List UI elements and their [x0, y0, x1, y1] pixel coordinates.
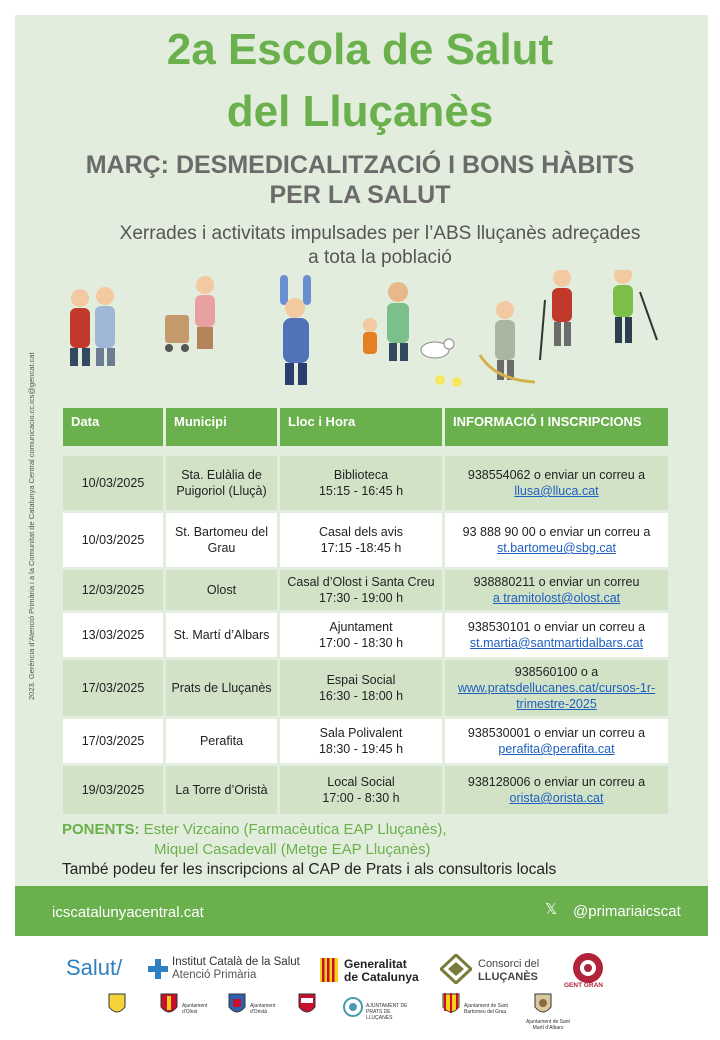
- table-row: [63, 513, 668, 567]
- row-date: 17/03/2025: [63, 660, 163, 716]
- prats-text: AJUNTAMENT DE PRATS DE LLUÇANÈS: [366, 1003, 408, 1021]
- row-municipi: Sta. Eulàlia de Puigoriol (Lluçà): [166, 456, 277, 510]
- row-info: 938554062 o enviar un correu a llusa@lluca.cat: [445, 456, 668, 510]
- generalitat-flag-icon: [320, 958, 338, 982]
- people-illustration: [45, 270, 685, 400]
- row-date: 17/03/2025: [63, 719, 163, 763]
- email-link[interactable]: a tramitolost@olost.cat: [492, 591, 621, 605]
- consorci-logo-text: Consorci del LLUÇANÈS: [478, 958, 540, 983]
- row-lloc-hora: Ajuntament 17:00 - 18:30 h: [280, 613, 442, 657]
- inscriptions-note: També podeu fer les inscripcions al CAP de Prats i als consultoris locals: [62, 861, 557, 878]
- side-credit: 2023. Gerència d'Atenció Primària i a la Comunitat de Catalunya Central comunicacio.cc.ics@gencat.cat: [27, 352, 36, 700]
- subtitle-line-1: MARÇ: DESMEDICALITZACIÓ I BONS HÀBITS: [85, 151, 635, 179]
- gent-gran-text: GENT GRAN: [564, 982, 603, 989]
- intro-line-2: a tota la població: [308, 247, 452, 268]
- ponent-1: Ester Vizcaino (Farmacèutica EAP Lluçanès),: [139, 821, 447, 838]
- row-info: 93 888 90 00 o enviar un correu a st.bartomeu@sbg.cat: [445, 513, 668, 567]
- sbg-shield-icon: [442, 993, 460, 1017]
- column-header-info: INFORMACIÓ I INSCRIPCIONS: [445, 408, 668, 446]
- column-header-lloc: Lloc i Hora: [280, 408, 442, 446]
- table-row: [63, 719, 668, 763]
- page-title: [0, 26, 720, 136]
- row-date: 19/03/2025: [63, 766, 163, 814]
- row-municipi: St. Bartomeu del Grau: [166, 513, 277, 567]
- website-link[interactable]: icscatalunyacentral.cat: [52, 904, 204, 921]
- row-lloc-hora: Espai Social 16:30 - 18:00 h: [280, 660, 442, 716]
- intro-text: [60, 222, 700, 270]
- row-date: 10/03/2025: [63, 456, 163, 510]
- row-lloc-hora: Casal dels avis 17:15 -18:45 h: [280, 513, 442, 567]
- title-line-1: 2a Escola de Salut: [166, 25, 554, 74]
- row-date: 10/03/2025: [63, 513, 163, 567]
- table-row: [63, 766, 668, 814]
- woman-child-dog-figure: [363, 282, 454, 361]
- x-icon: 𝕏: [545, 901, 558, 918]
- row-municipi: Olost: [166, 570, 277, 610]
- title-line-2: del Lluçanès: [226, 87, 494, 136]
- row-date: 13/03/2025: [63, 613, 163, 657]
- row-info: 938560100 o a www.pratsdellucanes.cat/cursos-1r- trimestre-2025: [445, 660, 668, 716]
- walking-couple-figure: [70, 287, 115, 366]
- intro-line-1: Xerrades i activitats impulsades per l’ABS lluçanès adreçades: [119, 223, 641, 244]
- olost-text: Ajuntament d'Olost: [182, 1003, 208, 1015]
- row-info: 938530001 o enviar un correu a perafita@perafita.cat: [445, 719, 668, 763]
- salut-logo: Salut/: [66, 955, 123, 980]
- table-row: [63, 613, 668, 657]
- row-municipi: Perafita: [166, 719, 277, 763]
- row-info: 938128006 o enviar un correu a orista@orista.cat: [445, 766, 668, 814]
- table-row: [63, 660, 668, 716]
- row-lloc-hora: Sala Polivalent 18:30 - 19:45 h: [280, 719, 442, 763]
- generalitat-logo-text: Generalitat de Catalunya: [344, 957, 419, 984]
- subtitle-line-2: PER LA SALUT: [269, 181, 451, 209]
- sma-shield-icon: [534, 993, 552, 1017]
- table-row: [63, 456, 668, 510]
- row-info: 938530101 o enviar un correu a st.martia@santmartidalbars.cat: [445, 613, 668, 657]
- lluca-shield-icon: [108, 993, 126, 1017]
- email-link[interactable]: st.bartomeu@sbg.cat: [497, 541, 616, 555]
- olost-shield-icon: [160, 993, 178, 1017]
- prats-logo-icon: [343, 997, 363, 1017]
- row-municipi: St. Martí d’Albars: [166, 613, 277, 657]
- email-link[interactable]: llusa@lluca.cat: [514, 484, 599, 498]
- logos-row-2: [0, 993, 720, 1033]
- footer-bar: [15, 886, 708, 936]
- column-header-date: Data: [63, 408, 163, 446]
- sma-text: Ajuntament de Sant Martí d'Albars: [526, 1019, 570, 1031]
- row-lloc-hora: Casal d’Olost i Santa Creu 17:30 - 19:00 h: [280, 570, 442, 610]
- column-header-municipi: Municipi: [166, 408, 277, 446]
- row-info: 938880211 o enviar un correu a tramitolost@olost.cat: [445, 570, 668, 610]
- row-lloc-hora: Biblioteca 15:15 - 16:45 h: [280, 456, 442, 510]
- nordic-walkers-figure: [540, 270, 657, 360]
- schedule-table: [60, 405, 671, 817]
- sbg-text: Ajuntament de Sant Bartomeu del Grau: [464, 1003, 508, 1015]
- subtitle: [0, 150, 720, 210]
- municipal-shield-icon: [298, 993, 316, 1017]
- row-date: 12/03/2025: [63, 570, 163, 610]
- woman-with-trolley-figure: [165, 276, 215, 352]
- row-municipi: La Torre d’Oristà: [166, 766, 277, 814]
- table-row: [63, 570, 668, 610]
- ics-logo-text: Institut Català de la Salut Atenció Primària: [172, 956, 300, 981]
- table-header-row: [63, 408, 668, 446]
- orista-text: Ajuntament d'Oristà: [250, 1003, 276, 1015]
- email-link[interactable]: perafita@perafita.cat: [498, 742, 615, 756]
- ponents-section: [62, 820, 447, 860]
- social-handle[interactable]: @primariaicscat: [573, 903, 681, 920]
- row-lloc-hora: Local Social 17:00 - 8:30 h: [280, 766, 442, 814]
- consorci-leaf-icon: [440, 954, 472, 984]
- ponents-label: PONENTS:: [62, 821, 140, 838]
- ponent-2: Miquel Casadevall (Metge EAP Lluçanès): [154, 841, 431, 858]
- orista-shield-icon: [228, 993, 246, 1017]
- logos-row-1: [0, 950, 720, 990]
- web-link-cont[interactable]: trimestre-2025: [516, 697, 597, 711]
- email-link[interactable]: st.martia@santmartidalbars.cat: [469, 636, 644, 650]
- ics-cross-icon: [148, 959, 168, 979]
- man-stretching-figure: [280, 275, 311, 385]
- email-link[interactable]: orista@orista.cat: [509, 791, 604, 805]
- row-municipi: Prats de Lluçanès: [166, 660, 277, 716]
- web-link[interactable]: www.pratsdellucanes.cat/cursos-1r-: [457, 681, 656, 695]
